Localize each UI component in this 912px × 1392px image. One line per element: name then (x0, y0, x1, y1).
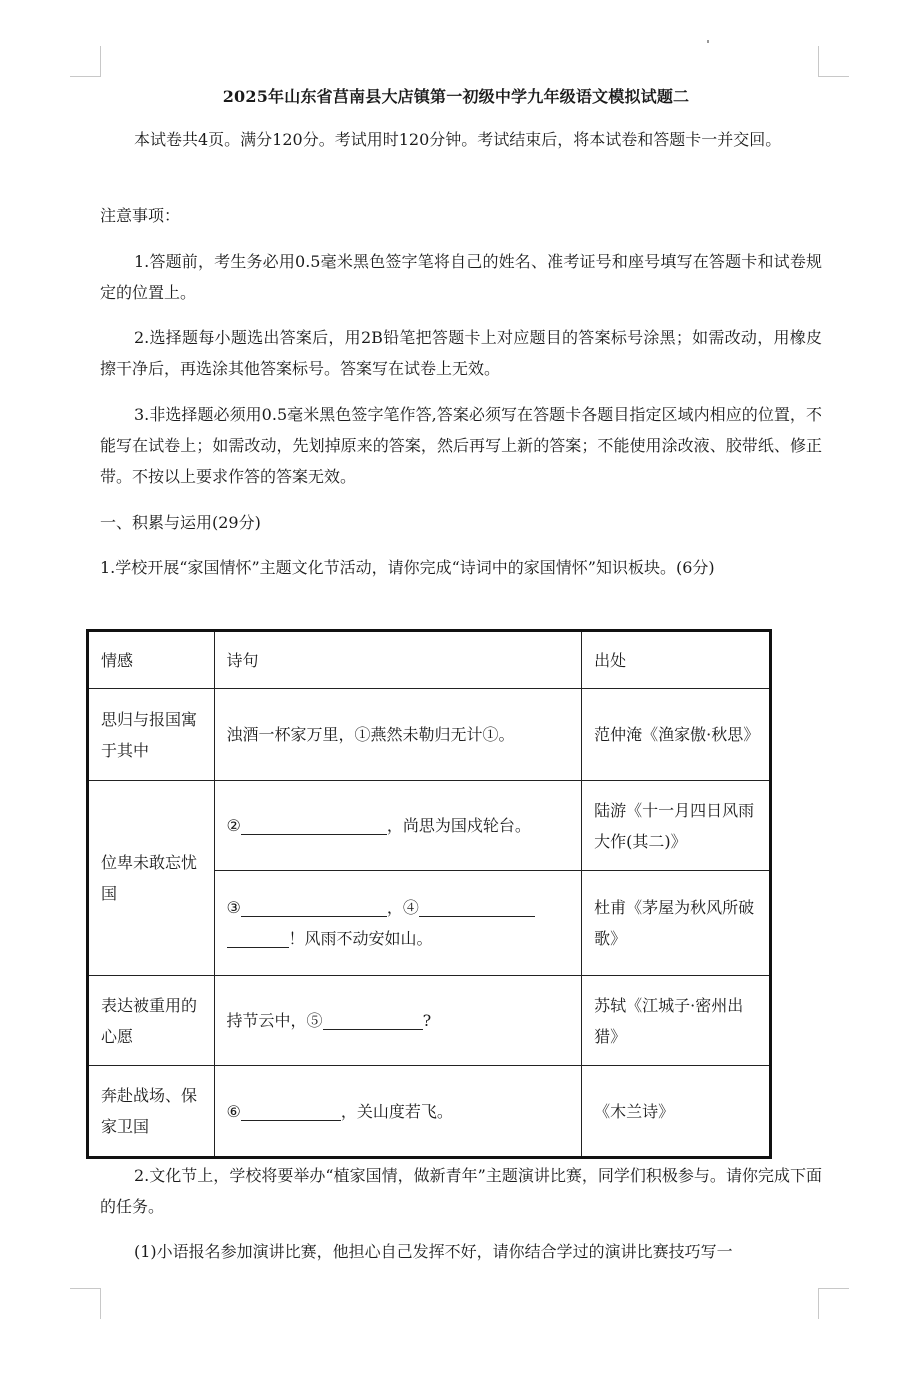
header-emotion: 情感 (88, 631, 215, 689)
notice-item-1: 1.答题前，考生务必用0.5毫米黑色签字笔将自己的姓名、准考证号和座号填写在答题卡和试卷规定的位置上。 (100, 252, 822, 302)
blank-number: ② (226, 816, 241, 835)
blank-number: ⑥ (226, 1101, 241, 1121)
verse-cell (214, 871, 582, 976)
source-cell: 杜甫《茅屋为秋风所破歌》 (582, 871, 771, 976)
emotion-cell: 奔赴战场、保家卫国 (88, 1066, 215, 1158)
table-row (88, 781, 771, 871)
verse-text: ，关山度若飞。 (340, 1101, 453, 1121)
source-cell: 《木兰诗》 (582, 1066, 771, 1158)
table-row (88, 689, 771, 781)
scan-speck (707, 40, 709, 43)
verse-cell (214, 976, 582, 1066)
table-row (88, 976, 771, 1066)
crop-mark-bottom-left (70, 1288, 101, 1319)
crop-mark-top-left (70, 46, 101, 77)
poem-table (86, 629, 772, 1159)
verse-text: ，④ (386, 898, 419, 917)
question-2: 2.文化节上，学校将要举办“植家国情，做新青年”主题演讲比赛，同学们积极参与。请你完成下面的任务。 (100, 1166, 822, 1216)
verse-cell (214, 781, 582, 871)
crop-mark-top-right (818, 46, 849, 77)
verse-cell: 浊酒一杯家万里，①燕然未勒归无计①。 (214, 689, 582, 781)
answer-blank[interactable] (241, 814, 387, 835)
header-verse: 诗句 (214, 631, 582, 689)
source-cell: 陆游《十一月四日风雨大作(其二)》 (582, 781, 771, 871)
table-header-row (88, 631, 771, 689)
blank-number: ③ (226, 898, 241, 917)
verse-text: ！风雨不动安如山。 (288, 929, 433, 948)
answer-blank[interactable] (323, 1009, 423, 1030)
emotion-cell: 思归与报国寓于其中 (88, 689, 215, 781)
question-2-1: (1)小语报名参加演讲比赛，他担心自己发挥不好，请你结合学过的演讲比赛技巧写一 (134, 1242, 733, 1261)
verse-cell (214, 1066, 582, 1158)
answer-blank[interactable] (241, 896, 387, 917)
intro-paragraph: 本试卷共4页。满分120分。考试用时120分钟。考试结束后，将本试卷和答题卡一并交回。 (134, 130, 782, 149)
source-cell: 苏轼《江城子·密州出猎》 (582, 976, 771, 1066)
verse-text: ，尚思为国戍轮台。 (386, 816, 531, 835)
verse-text: ? (422, 1011, 432, 1030)
answer-blank[interactable] (419, 896, 535, 917)
page-title: 2025年山东省莒南县大店镇第一初级中学九年级语文模拟试题二 (222, 87, 690, 106)
header-source: 出处 (582, 631, 771, 689)
notice-item-3: 3.非选择题必须用0.5毫米黑色签字笔作答,答案必须写在答题卡各题目指定区域内相应的位置，不能写在试卷上；如需改动，先划掉原来的答案，然后再写上新的答案；不能使用涂改液、胶带纸、修正带。不按以上要求作答的答案无效。 (100, 405, 822, 486)
emotion-cell: 表达被重用的心愿 (88, 976, 215, 1066)
emotion-cell: 位卑未敢忘忧国 (88, 781, 215, 976)
notice-item-2: 2.选择题每小题选出答案后，用2B铅笔把答题卡上对应题目的答案标号涂黑；如需改动，用橡皮擦干净后，再选涂其他答案标号。答案写在试卷上无效。 (100, 328, 822, 378)
section-heading: 一、积累与运用(29分) (100, 513, 261, 532)
answer-blank[interactable] (227, 927, 289, 948)
table-row (88, 1066, 771, 1158)
notice-heading: 注意事项： (100, 206, 181, 225)
crop-mark-bottom-right (818, 1288, 849, 1319)
question-1: 1.学校开展“家国情怀”主题文化节活动，请你完成“诗词中的家国情怀”知识板块。(6分) (100, 558, 715, 577)
verse-text: 持节云中，⑤ (226, 1011, 323, 1030)
source-cell: 范仲淹《渔家傲·秋思》 (582, 689, 771, 781)
answer-blank[interactable] (241, 1100, 341, 1121)
